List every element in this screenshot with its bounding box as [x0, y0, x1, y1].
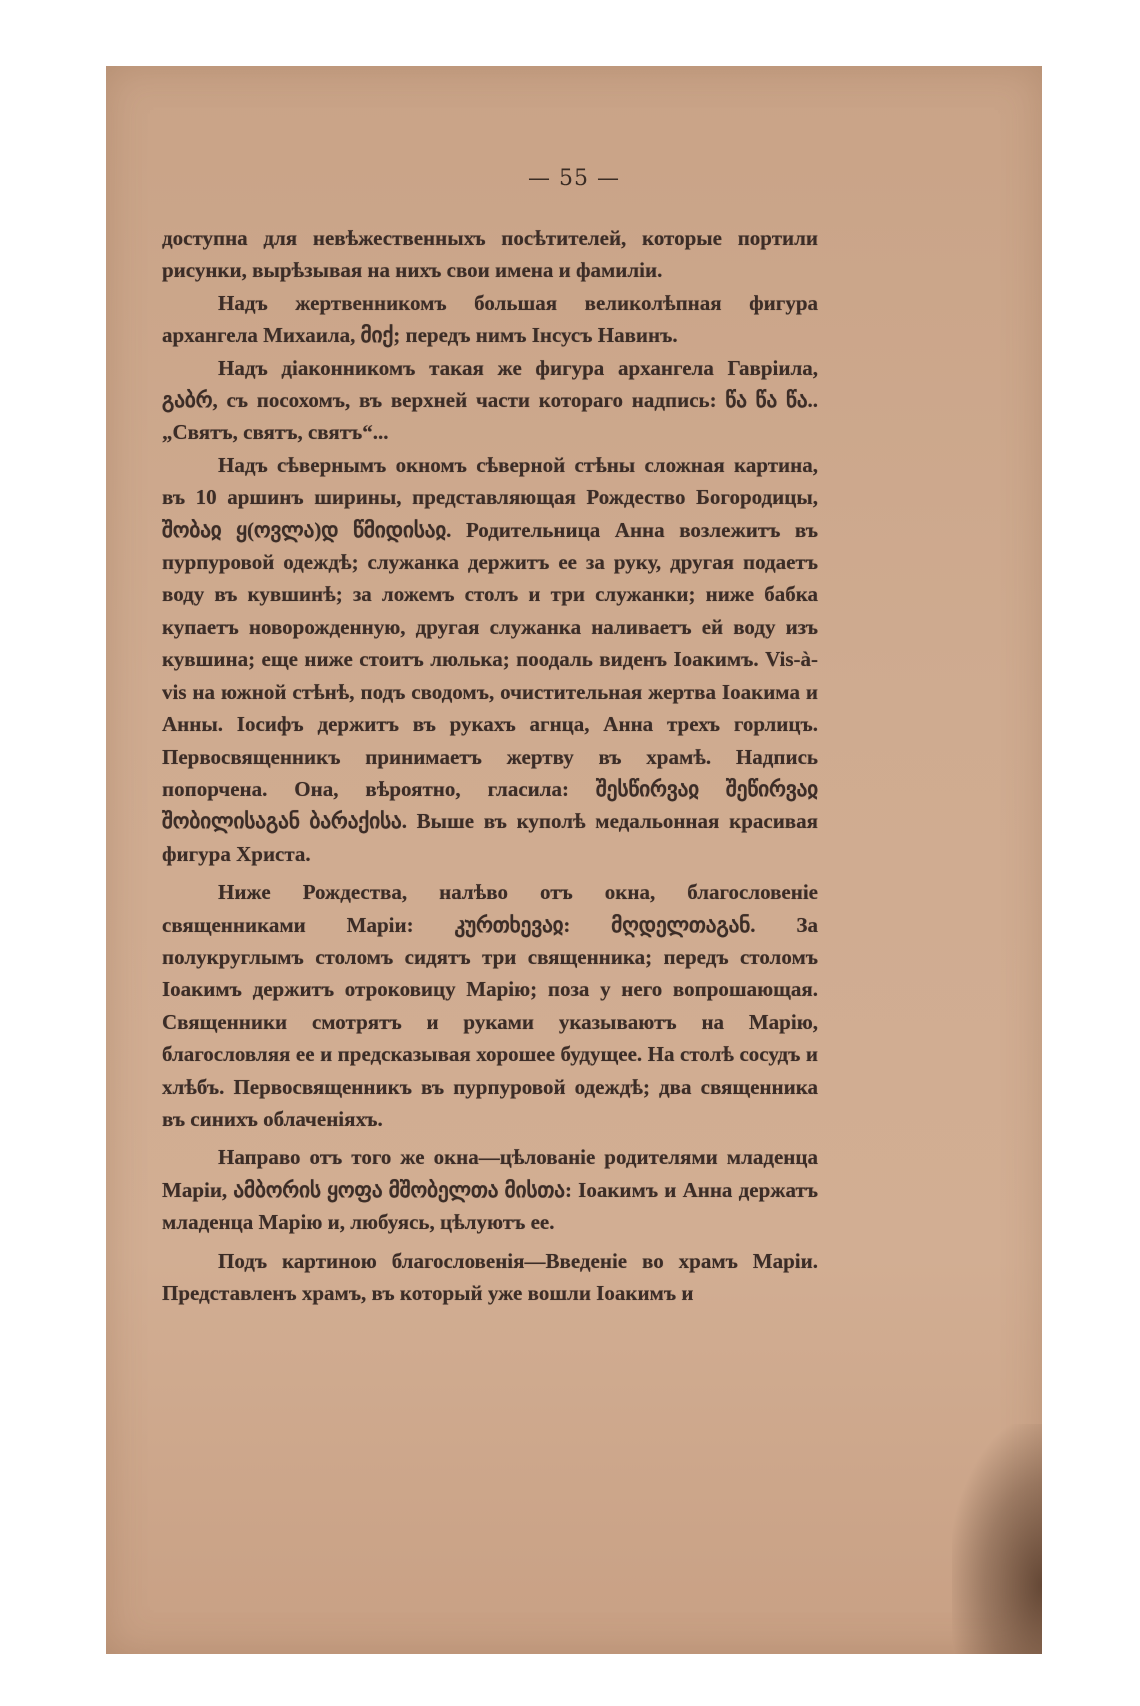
paragraph-5: Ниже Рождества, налѣво отъ окна, благословеніе священниками Маріи: კურთხევაჲ: მღდელთაგან. За полукруглымъ столомъ сидятъ три священника; передъ столомъ Іоакимъ держитъ отроковицу Марію; поза у него вопрошающая. Священники смотрятъ и руками указываютъ на Марію, благословляя ее и предсказывая хорошее будущее. На столѣ сосудъ и хлѣбъ. Первосвященникъ въ пурпуровой одеждѣ; два священника въ синихъ облаченіяхъ. — [162, 880, 818, 1131]
page-number: — 55 — — [528, 166, 620, 191]
body-text — [162, 222, 818, 1309]
paragraph-2: Надъ жертвенникомъ большая великолѣпная фигура архангела Михаила, მიქ; передъ нимъ Інсусъ Навинъ. — [162, 290, 818, 348]
paragraph-7: Подъ картиною благословенія—Введеніе во храмъ Маріи. Представленъ храмъ, въ который уже вошли Іоакимъ и — [162, 1248, 818, 1305]
scanned-page — [106, 66, 1042, 1654]
paragraph-4: Надъ сѣвернымъ окномъ сѣверной стѣны сложная картина, въ 10 аршинъ ширины, представляющая Рождество Богородицы, შობაჲ ყ(ოვლა)დ წმიდისაჲ. Родительница Анна возлежитъ въ пурпуровой одеждѣ; служанка держитъ ее за руку, другая подаетъ воду въ кувшинѣ; за ложемъ столъ и три служанки; ниже бабка купаетъ новорожденную, другая служанка наливаетъ ей воду изъ кувшина; еще ниже стоитъ люлька; поодаль виденъ Іоакимъ. Vis-à-vis на южной стѣнѣ, подъ сводомъ, очистительная жертва Іоакима и Анны. Іосифъ держитъ въ рукахъ агнца, Анна трехъ горлицъ. Первосвященникъ принимаетъ жертву въ храмѣ. Надпись попорчена. Она, вѣроятно, гласила: შესწირვაჲ შეწირვაჲ შობილისაგან ბარაქისა. Выше въ куполѣ медальонная красивая фигура Христа. — [162, 452, 818, 866]
paragraph-6: Направо отъ того же окна—цѣлованіе родителями младенца Маріи, ამბორის ყოფა მშობელთა მისთა: Іоакимъ и Анна держатъ младенца Марію и, любуясь, цѣлуютъ ее. — [162, 1145, 818, 1235]
paragraph-3: Надъ діаконникомъ такая же фигура архангела Гавріила, გაბრ, съ посохомъ, въ верхней части котораго надпись: წა წა წა.. „Святъ, святъ, святъ“... — [162, 355, 818, 445]
paragraph-1: доступна для невѣжественныхъ посѣтителей, которые портили рисунки, вырѣзывая на нихъ свои имена и фамиліи. — [162, 226, 818, 283]
